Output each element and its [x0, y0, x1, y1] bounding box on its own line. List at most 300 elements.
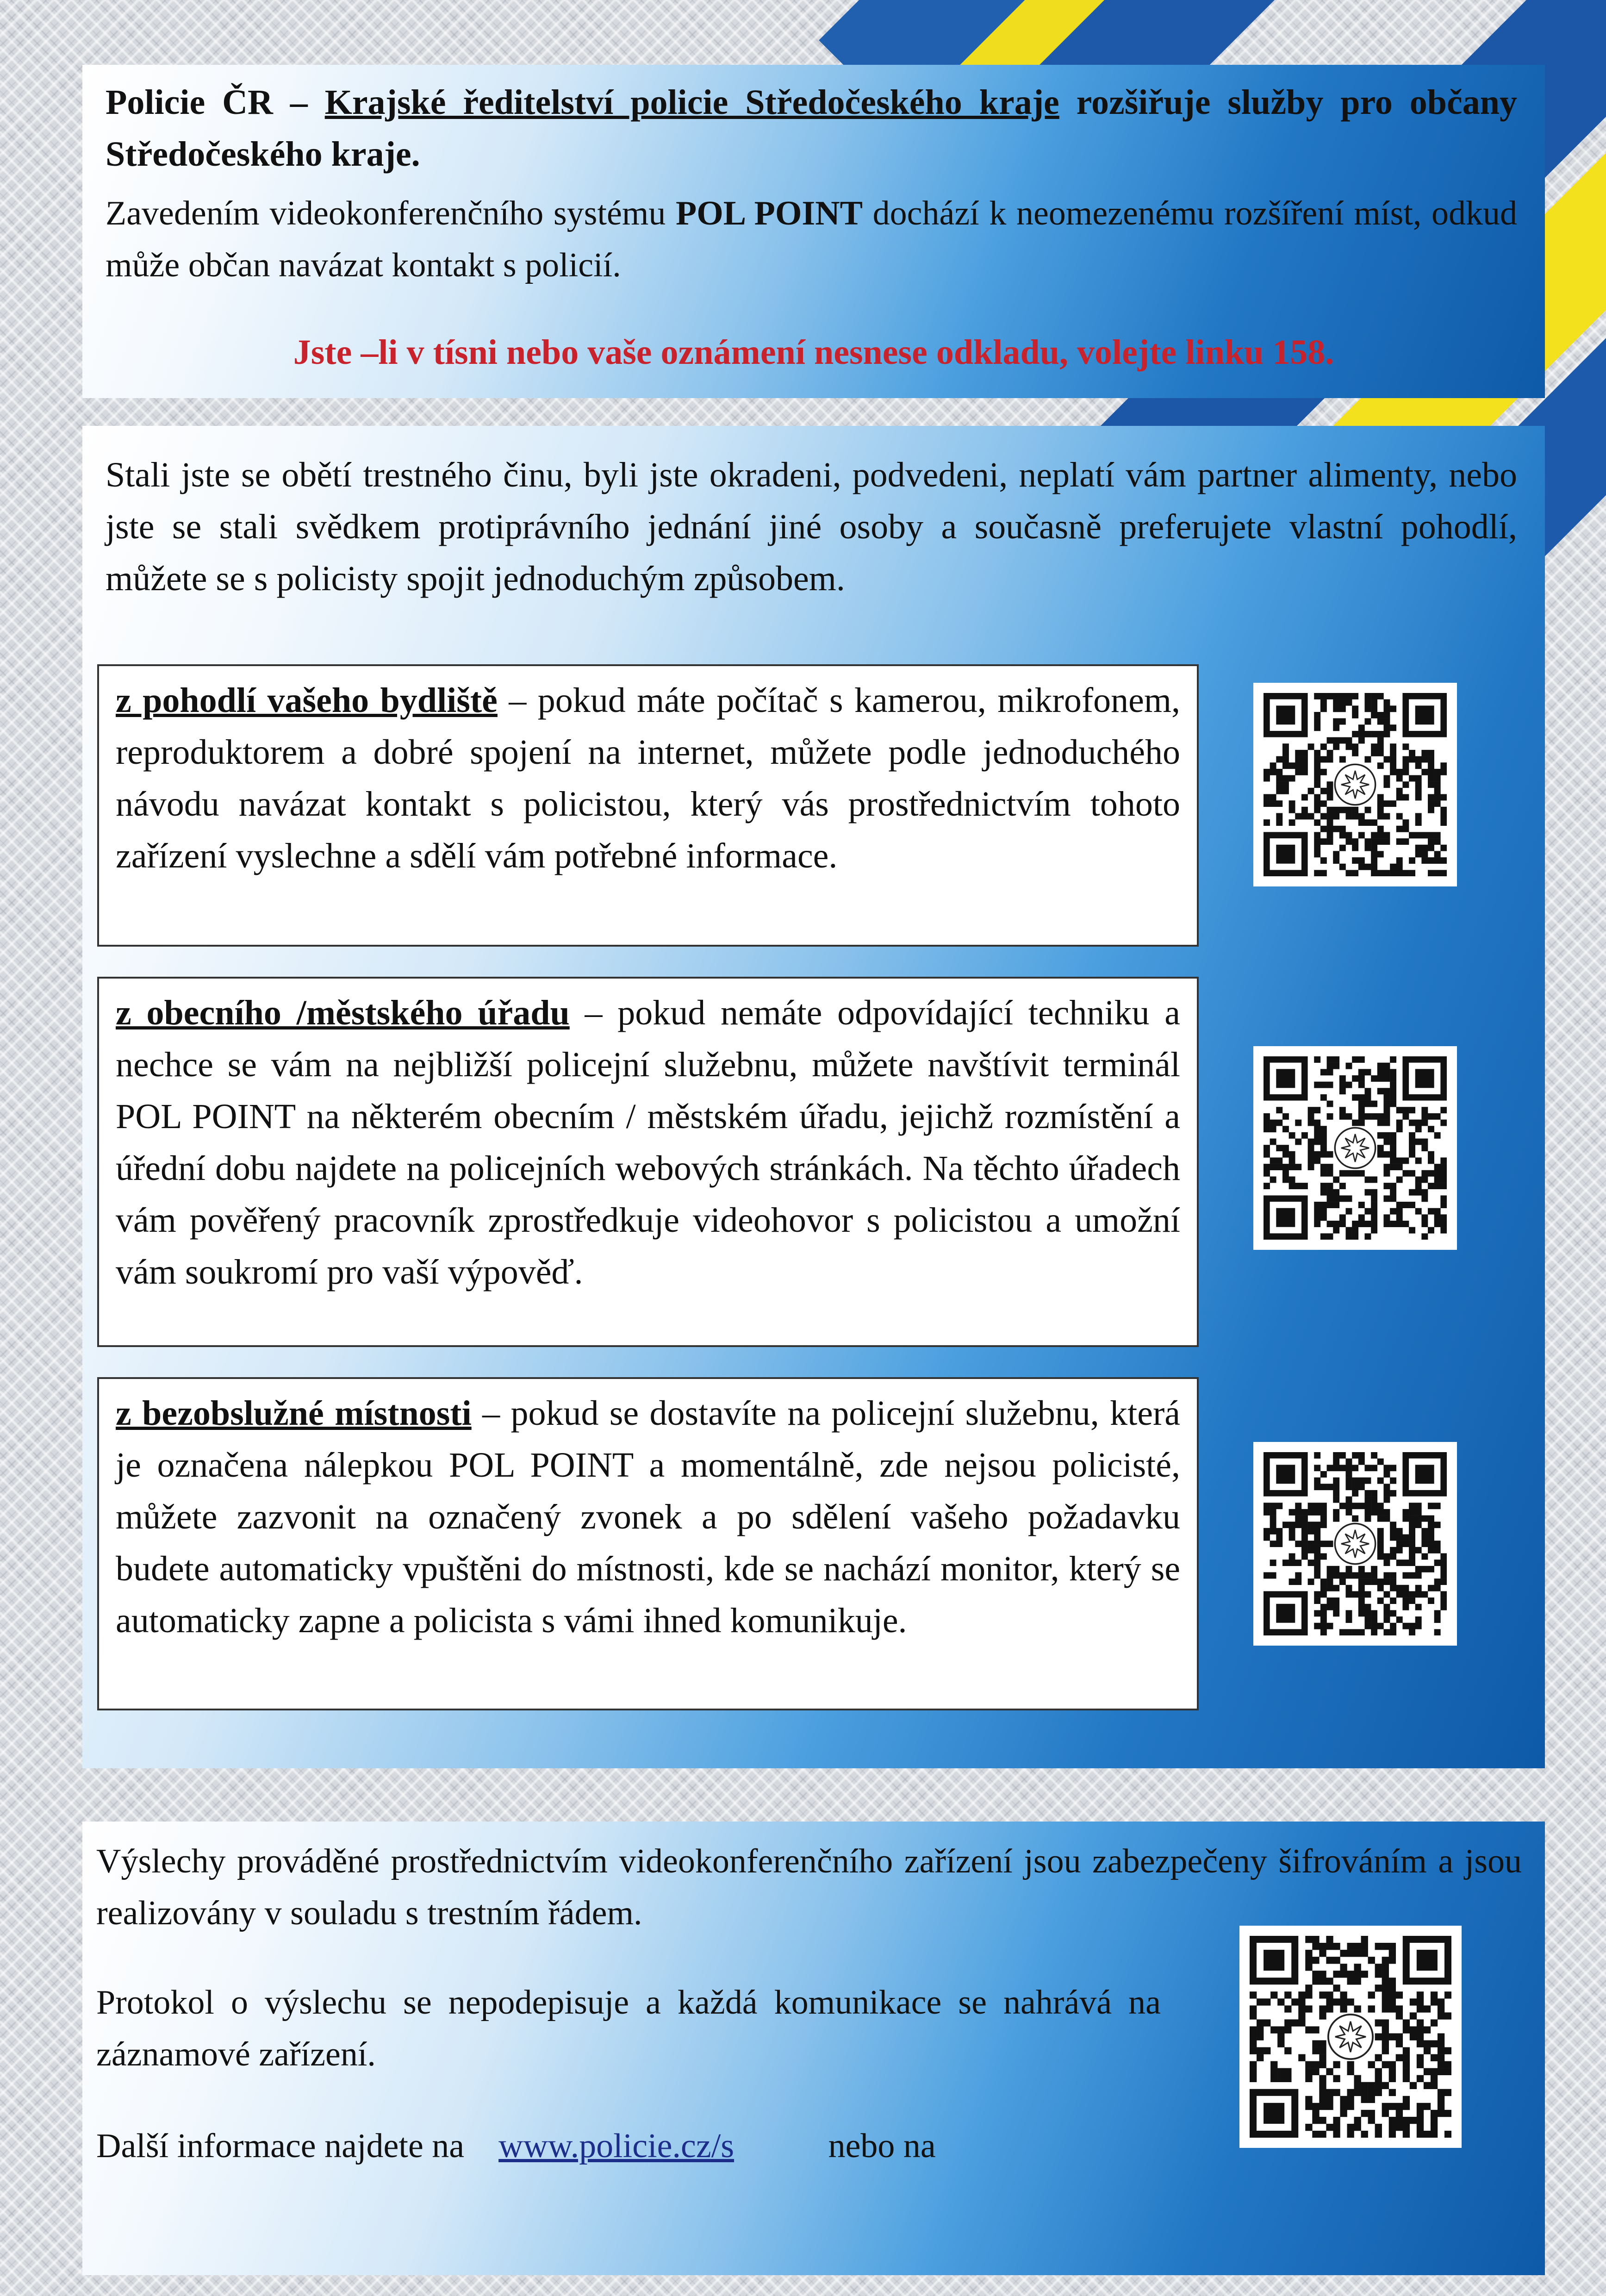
- qr-module: [1417, 2075, 1424, 2082]
- qr-module: [1270, 1164, 1276, 1170]
- qr-module: [1295, 1578, 1301, 1585]
- qr-module: [1438, 1998, 1444, 2005]
- qr-module: [1417, 2026, 1424, 2033]
- qr-module: [1333, 813, 1339, 819]
- qr-module: [1346, 1195, 1352, 1202]
- qr-module: [1320, 1214, 1327, 1221]
- qr-module: [1346, 1063, 1352, 1069]
- qr-module: [1289, 1535, 1295, 1541]
- qr-module: [1396, 838, 1403, 845]
- qr-module: [1382, 2047, 1389, 2054]
- qr-module: [1327, 1221, 1333, 1227]
- qr-module: [1383, 705, 1390, 712]
- qr-module: [1333, 1984, 1340, 1991]
- qr-module: [1390, 1528, 1396, 1535]
- qr-module: [1431, 2110, 1438, 2117]
- qr-module: [1431, 2075, 1438, 2082]
- qr-module: [1428, 807, 1434, 813]
- qr-module: [1270, 769, 1276, 775]
- qr-module: [1371, 1497, 1377, 1503]
- qr-module: [1301, 1541, 1308, 1547]
- qr-module: [1250, 2012, 1257, 2019]
- qr-code-office[interactable]: [1253, 1046, 1457, 1250]
- qr-module: [1276, 1535, 1282, 1541]
- qr-module: [1312, 2040, 1319, 2047]
- qr-module: [1305, 2124, 1312, 2131]
- qr-module: [1361, 1943, 1368, 1950]
- qr-module: [1402, 1516, 1409, 1522]
- qr-module: [1383, 1069, 1390, 1075]
- qr-module: [1314, 1560, 1320, 1566]
- qr-module: [1390, 724, 1396, 731]
- qr-module: [1308, 743, 1314, 750]
- option-unmanned-text: [116, 1387, 1180, 1647]
- qr-module: [1403, 2047, 1410, 2054]
- qr-module: [1320, 1202, 1327, 1208]
- qr-module: [1396, 864, 1403, 870]
- qr-module: [1417, 2019, 1424, 2026]
- qr-module: [1319, 2054, 1326, 2061]
- qr-module: [1390, 1547, 1396, 1554]
- qr-module: [1320, 1484, 1327, 1490]
- qr-module: [1415, 1176, 1422, 1183]
- qr-module: [1358, 1094, 1365, 1101]
- qr-module: [1289, 1528, 1295, 1535]
- qr-module: [1358, 1585, 1365, 1591]
- qr-module: [1327, 781, 1333, 788]
- qr-module: [1333, 1998, 1340, 2005]
- qr-module: [1415, 756, 1422, 763]
- qr-module: [1434, 1541, 1441, 1547]
- qr-module: [1270, 2068, 1277, 2075]
- qr-module: [1264, 1503, 1270, 1509]
- qr-module: [1383, 1132, 1390, 1139]
- qr-module: [1383, 1604, 1390, 1610]
- qr-module: [1396, 2110, 1403, 2117]
- qr-module: [1409, 1547, 1415, 1554]
- qr-module: [1326, 2103, 1333, 2110]
- qr-module: [1377, 1585, 1384, 1591]
- qr-module: [1314, 775, 1320, 782]
- qr-module: [1282, 781, 1289, 788]
- qr-module: [1358, 1101, 1365, 1107]
- qr-module: [1276, 813, 1282, 819]
- qr-module: [1402, 1535, 1409, 1541]
- qr-code-more-info[interactable]: [1239, 1926, 1462, 2148]
- qr-module: [1421, 1553, 1428, 1560]
- qr-module: [1415, 1157, 1422, 1164]
- qr-module: [1409, 1509, 1415, 1516]
- qr-module: [1320, 1516, 1327, 1522]
- qr-module: [1352, 1629, 1358, 1635]
- qr-module: [1326, 2068, 1333, 2075]
- qr-module: [1270, 1503, 1276, 1509]
- qr-module: [1354, 1978, 1361, 1984]
- qr-module: [1390, 1151, 1396, 1158]
- qr-module: [1320, 1591, 1327, 1597]
- qr-module: [1314, 1208, 1320, 1215]
- qr-module: [1377, 1088, 1384, 1094]
- qr-module: [1305, 1950, 1312, 1957]
- qr-module: [1354, 1943, 1361, 1950]
- qr-module: [1403, 2019, 1410, 2026]
- qr-module: [1368, 2096, 1375, 2103]
- qr-module: [1276, 1145, 1282, 1151]
- qr-module: [1396, 2012, 1403, 2019]
- qr-module: [1308, 1522, 1314, 1528]
- qr-module: [1270, 1139, 1276, 1145]
- qr-finder-pattern: [1276, 1465, 1295, 1484]
- qr-module: [1339, 826, 1346, 832]
- qr-module: [1444, 2061, 1451, 2068]
- qr-module: [1250, 2026, 1257, 2033]
- qr-module: [1327, 1566, 1333, 1572]
- qr-module: [1415, 1126, 1422, 1132]
- qr-module: [1314, 1151, 1320, 1158]
- qr-module: [1375, 2033, 1382, 2040]
- qr-module: [1333, 2075, 1340, 2082]
- qr-module: [1434, 1616, 1441, 1623]
- qr-module: [1326, 2005, 1333, 2012]
- qr-module: [1390, 1208, 1396, 1215]
- qr-module: [1295, 813, 1301, 819]
- qr-module: [1377, 1459, 1384, 1465]
- qr-module: [1352, 1056, 1358, 1063]
- qr-module: [1361, 2082, 1368, 2089]
- qr-module: [1383, 1471, 1390, 1478]
- qr-module: [1364, 1208, 1371, 1215]
- qr-module: [1402, 870, 1409, 876]
- qr-module: [1314, 838, 1320, 845]
- qr-module: [1264, 1164, 1270, 1170]
- qr-module: [1428, 781, 1434, 788]
- qr-module: [1434, 1132, 1441, 1139]
- qr-module: [1319, 1971, 1326, 1978]
- qr-module: [1434, 1208, 1441, 1215]
- qr-module: [1396, 1164, 1403, 1170]
- qr-module: [1409, 1132, 1415, 1139]
- qr-module: [1301, 1183, 1308, 1189]
- qr-module: [1371, 1113, 1377, 1120]
- qr-module: [1390, 1145, 1396, 1151]
- qr-module: [1333, 1957, 1340, 1964]
- qr-module: [1352, 743, 1358, 750]
- qr-module: [1319, 2047, 1326, 2054]
- qr-module: [1371, 1629, 1377, 1635]
- qr-module: [1270, 1560, 1276, 1566]
- qr-module: [1314, 800, 1320, 807]
- qr-module: [1364, 1509, 1371, 1516]
- qr-module: [1352, 870, 1358, 876]
- qr-module: [1371, 1610, 1377, 1616]
- qr-module: [1440, 769, 1447, 775]
- qr-module: [1389, 1943, 1396, 1950]
- qr-module: [1276, 775, 1282, 782]
- qr-module: [1421, 1145, 1428, 1151]
- qr-module: [1346, 1610, 1352, 1616]
- qr-module: [1440, 1120, 1447, 1126]
- qr-module: [1264, 1509, 1270, 1516]
- qr-module: [1440, 1227, 1447, 1234]
- qr-module: [1434, 794, 1441, 800]
- lead-paragraph: Stali jste se obětí trestného činu, byli jste okradeni, podvedeni, neplatí vám partner alimenty, nebo jste se stali svědkem protiprávního jednání jiné osoby a současně preferujete vlastní pohodlí, můžete se s policisty spojit jednoduchým způsobem.: [106, 455, 1517, 598]
- qr-module: [1276, 819, 1282, 826]
- qr-module: [1284, 1991, 1291, 1998]
- qr-module: [1371, 845, 1377, 851]
- qr-module: [1312, 1936, 1319, 1943]
- qr-module: [1320, 1610, 1327, 1616]
- qr-module: [1383, 1094, 1390, 1101]
- qr-module: [1312, 2103, 1319, 2110]
- qr-module: [1417, 2131, 1424, 2138]
- qr-module: [1383, 781, 1390, 788]
- qr-module: [1264, 800, 1270, 807]
- qr-module: [1383, 1195, 1390, 1202]
- qr-module: [1339, 693, 1346, 699]
- qr-module: [1410, 2033, 1417, 2040]
- qr-module: [1377, 800, 1384, 807]
- qr-module: [1377, 794, 1384, 800]
- qr-module: [1339, 737, 1346, 744]
- qr-module: [1431, 2082, 1438, 2089]
- qr-module: [1250, 1991, 1257, 1998]
- qr-code-home[interactable]: [1253, 683, 1457, 886]
- qr-module: [1327, 788, 1333, 794]
- police-website-link[interactable]: www.policie.cz/s: [498, 2127, 735, 2165]
- qr-module: [1434, 1585, 1441, 1591]
- qr-module: [1421, 1566, 1428, 1572]
- qr-module: [1314, 712, 1320, 718]
- qr-module: [1390, 1088, 1396, 1094]
- qr-module: [1308, 1547, 1314, 1554]
- qr-module: [1424, 2005, 1431, 2012]
- qr-module: [1270, 1522, 1276, 1528]
- qr-module: [1428, 756, 1434, 763]
- qr-module: [1358, 1452, 1365, 1459]
- qr-module: [1326, 2124, 1333, 2131]
- qr-module: [1377, 1597, 1384, 1604]
- qr-module: [1301, 750, 1308, 756]
- qr-module: [1295, 1164, 1301, 1170]
- qr-module: [1434, 1164, 1441, 1170]
- qr-module: [1270, 1572, 1276, 1578]
- qr-module: [1314, 1082, 1320, 1088]
- qr-module: [1428, 1528, 1434, 1535]
- qr-module: [1354, 2089, 1361, 2096]
- qr-module: [1250, 2068, 1257, 2075]
- qr-finder-pattern: [1417, 1950, 1438, 1971]
- qr-module: [1333, 1604, 1339, 1610]
- qr-module: [1415, 1516, 1422, 1522]
- qr-module: [1312, 2026, 1319, 2033]
- qr-module: [1340, 1991, 1347, 1998]
- qr-module: [1410, 2117, 1417, 2124]
- qr-module: [1415, 1208, 1422, 1215]
- qr-module: [1320, 870, 1327, 876]
- qr-module: [1298, 2019, 1305, 2026]
- qr-module: [1250, 2040, 1257, 2047]
- qr-module: [1320, 1094, 1327, 1101]
- qr-module: [1371, 1578, 1377, 1585]
- qr-module: [1396, 1616, 1403, 1623]
- qr-module: [1289, 1522, 1295, 1528]
- qr-module: [1346, 693, 1352, 699]
- qr-module: [1434, 851, 1441, 857]
- qr-module: [1428, 800, 1434, 807]
- qr-module: [1346, 1591, 1352, 1597]
- qr-module: [1314, 1484, 1320, 1490]
- qr-module: [1377, 1113, 1384, 1120]
- qr-module: [1295, 1139, 1301, 1145]
- qr-module: [1428, 1597, 1434, 1604]
- qr-module: [1314, 832, 1320, 838]
- qr-module: [1327, 1233, 1333, 1240]
- qr-module: [1308, 1528, 1314, 1535]
- qr-module: [1402, 1604, 1409, 1610]
- qr-module: [1428, 1535, 1434, 1541]
- qr-module: [1289, 775, 1295, 782]
- qr-module: [1431, 2068, 1438, 2075]
- qr-module: [1377, 1547, 1384, 1554]
- qr-module: [1301, 1547, 1308, 1554]
- qr-module: [1320, 1189, 1327, 1196]
- qr-module: [1284, 2075, 1291, 2082]
- qr-module: [1358, 1120, 1365, 1126]
- or-label: nebo na: [828, 2127, 936, 2165]
- qr-module: [1409, 1597, 1415, 1604]
- qr-module: [1438, 2103, 1444, 2110]
- qr-module: [1417, 2124, 1424, 2131]
- qr-module: [1270, 2075, 1277, 2082]
- qr-module: [1358, 1113, 1365, 1120]
- qr-module: [1295, 1183, 1301, 1189]
- qr-module: [1364, 731, 1371, 737]
- qr-module: [1264, 1170, 1270, 1177]
- qr-module: [1319, 2040, 1326, 2047]
- qr-module: [1377, 1623, 1384, 1629]
- qr-module: [1339, 1503, 1346, 1509]
- qr-module: [1382, 2033, 1389, 2040]
- qr-module: [1320, 826, 1327, 832]
- qr-module: [1319, 1943, 1326, 1950]
- qr-module: [1346, 1629, 1352, 1635]
- qr-module: [1382, 1971, 1389, 1978]
- qr-module: [1403, 2096, 1410, 2103]
- qr-module: [1339, 1088, 1346, 1094]
- qr-module: [1371, 1490, 1377, 1497]
- qr-finder-pattern: [1276, 1069, 1295, 1088]
- qr-module: [1301, 794, 1308, 800]
- qr-module: [1354, 2117, 1361, 2124]
- qr-module: [1375, 2075, 1382, 2082]
- qr-module: [1396, 794, 1403, 800]
- qr-finder-pattern: [1264, 2103, 1284, 2124]
- qr-module: [1333, 1478, 1339, 1484]
- qr-module: [1312, 1943, 1319, 1950]
- qr-module: [1319, 2061, 1326, 2068]
- qr-module: [1327, 813, 1333, 819]
- qr-module: [1352, 731, 1358, 737]
- qr-module: [1320, 1541, 1327, 1547]
- qr-module: [1333, 1943, 1340, 1950]
- qr-module: [1319, 1950, 1326, 1957]
- qr-module: [1368, 2082, 1375, 2089]
- qr-module: [1308, 1164, 1314, 1170]
- qr-module: [1305, 1957, 1312, 1964]
- qr-module: [1339, 1183, 1346, 1189]
- qr-module: [1284, 2047, 1291, 2054]
- qr-module: [1383, 1572, 1390, 1578]
- qr-module: [1320, 1585, 1327, 1591]
- qr-module: [1326, 1943, 1333, 1950]
- qr-module: [1339, 1465, 1346, 1471]
- more-info-label: Další informace najdete na: [96, 2127, 465, 2165]
- qr-module: [1326, 1998, 1333, 2005]
- qr-module: [1364, 838, 1371, 845]
- qr-module: [1431, 2117, 1438, 2124]
- qr-module: [1308, 1541, 1314, 1547]
- qr-module: [1276, 1107, 1282, 1113]
- qr-module: [1289, 762, 1295, 769]
- qr-module: [1417, 1998, 1424, 2005]
- qr-module: [1352, 845, 1358, 851]
- qr-module: [1383, 1063, 1390, 1069]
- qr-module: [1301, 1535, 1308, 1541]
- qr-module: [1417, 2033, 1424, 2040]
- qr-module: [1320, 1170, 1327, 1177]
- qr-module: [1364, 1189, 1371, 1196]
- qr-module: [1382, 2019, 1389, 2026]
- qr-module: [1320, 1522, 1327, 1528]
- qr-module: [1352, 1075, 1358, 1082]
- qr-module: [1333, 1971, 1340, 1978]
- qr-module: [1314, 1478, 1320, 1484]
- qr-module: [1434, 1610, 1441, 1616]
- qr-module: [1431, 1998, 1438, 2005]
- option-office-text: [116, 987, 1180, 1298]
- qr-module: [1312, 1957, 1319, 1964]
- qr-module: [1390, 1101, 1396, 1107]
- qr-module: [1327, 1484, 1333, 1490]
- qr-module: [1364, 1497, 1371, 1503]
- qr-module: [1295, 1503, 1301, 1509]
- qr-code-unmanned-room[interactable]: [1253, 1442, 1457, 1646]
- qr-module: [1382, 2040, 1389, 2047]
- qr-module: [1358, 1503, 1365, 1509]
- qr-module: [1377, 1151, 1384, 1158]
- qr-module: [1428, 1547, 1434, 1554]
- qr-module: [1383, 1629, 1390, 1635]
- dash: –: [273, 83, 325, 122]
- qr-module: [1327, 756, 1333, 763]
- qr-module: [1320, 1082, 1327, 1088]
- qr-module: [1402, 1541, 1409, 1547]
- qr-module: [1326, 1936, 1333, 1943]
- police-star-icon: [1335, 1523, 1375, 1564]
- qr-module: [1339, 1214, 1346, 1221]
- qr-module: [1358, 1221, 1365, 1227]
- qr-module: [1375, 2054, 1382, 2061]
- qr-module: [1390, 1082, 1396, 1088]
- qr-module: [1371, 819, 1377, 826]
- qr-module: [1409, 775, 1415, 782]
- qr-module: [1396, 2040, 1403, 2047]
- qr-module: [1347, 2096, 1354, 2103]
- qr-module: [1264, 1120, 1270, 1126]
- qr-module: [1320, 1151, 1327, 1158]
- qr-module: [1434, 769, 1441, 775]
- qr-module: [1358, 1484, 1365, 1490]
